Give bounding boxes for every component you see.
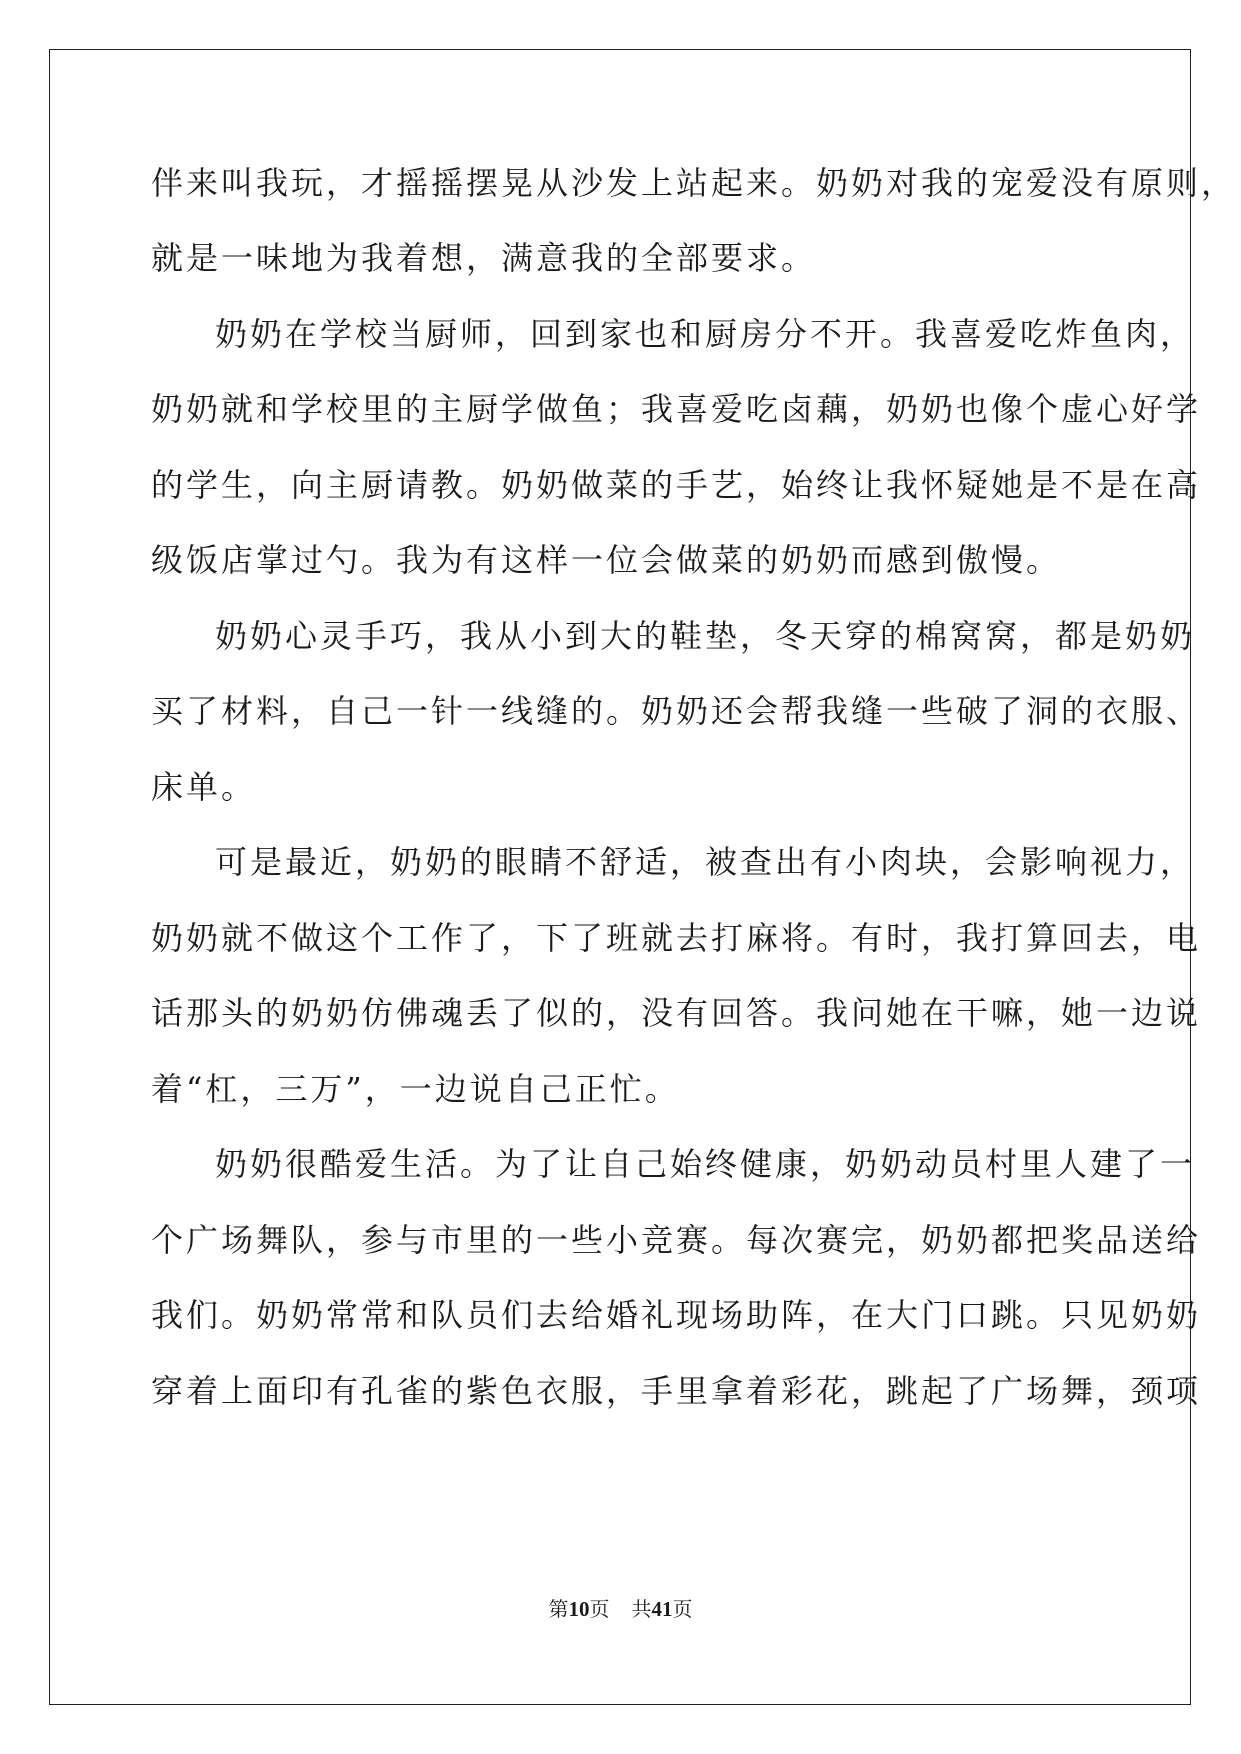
total-suffix: 页 (672, 1597, 693, 1621)
text-line: 买了材料，自己一针一线缝的。奶奶还会帮我缝一些破了洞的衣服、 (151, 692, 1202, 730)
page-prefix: 第 (548, 1597, 569, 1621)
text-line: 我们。奶奶常常和队员们去给婚礼现场助阵，在大门口跳。只见奶奶 (151, 1296, 1202, 1334)
total-pages: 41 (651, 1597, 673, 1621)
text-line: 级饭店掌过勺。我为有这样一位会做菜的奶奶而感到傲慢。 (151, 541, 1062, 579)
page-suffix: 页 (589, 1597, 610, 1621)
total-prefix: 共 (631, 1597, 652, 1621)
text-line: 奶奶就不做这个工作了，下了班就去打麻将。有时，我打算回去，电 (151, 919, 1202, 957)
text-line: 个广场舞队，参与市里的一些小竞赛。每次赛完，奶奶都把奖品送给 (151, 1221, 1202, 1259)
paragraph-start-line: 奶奶在学校当厨师，回到家也和厨房分不开。我喜爱吃炸鱼肉， (215, 315, 1196, 353)
text-line: 话那头的奶奶仿佛魂丢了似的，没有回答。我问她在干嘛，她一边说 (151, 994, 1202, 1032)
paragraph-start-line: 可是最近，奶奶的眼睛不舒适，被查出有小肉块，会影响视力， (215, 843, 1196, 881)
text-line: 着“杠，三万”，一边说自己正忙。 (151, 1070, 680, 1108)
text-line: 床单。 (151, 768, 257, 806)
page-number: 10 (568, 1597, 590, 1621)
text-line: 伴来叫我玩，才摇摇摆晃从沙发上站起来。奶奶对我的宠爱没有原则， (151, 164, 1237, 202)
text-line: 就是一味地为我着想，满意我的全部要求。 (151, 239, 817, 277)
text-line: 穿着上面印有孔雀的紫色衣服，手里拿着彩花，跳起了广场舞，颈项 (151, 1372, 1202, 1410)
paragraph-start-line: 奶奶心灵手巧，我从小到大的鞋垫，冬天穿的棉窝窝，都是奶奶 (215, 617, 1196, 655)
page-footer (0, 1597, 1241, 1621)
text-line: 的学生，向主厨请教。奶奶做菜的手艺，始终让我怀疑她是不是在高 (151, 466, 1202, 504)
paragraph-start-line: 奶奶很酷爱生活。为了让自己始终健康，奶奶动员村里人建了一 (215, 1145, 1196, 1183)
text-line: 奶奶就和学校里的主厨学做鱼；我喜爱吃卤藕，奶奶也像个虚心好学 (151, 390, 1202, 428)
